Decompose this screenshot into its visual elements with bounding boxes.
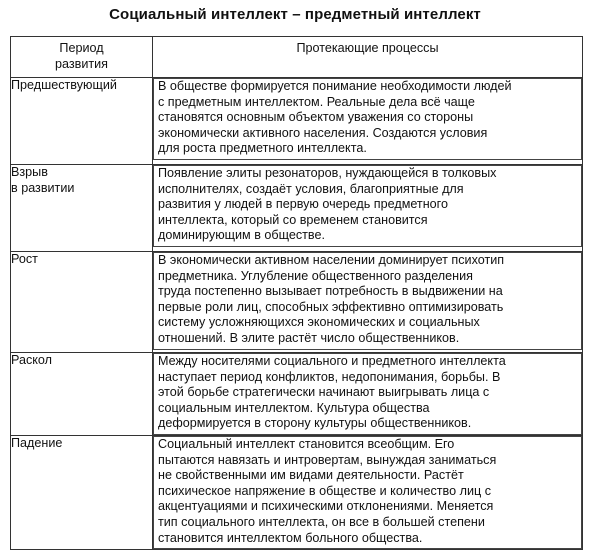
process-text: В обществе формируется понимание необходимости людей с предметным интеллектом. Реальные дела всё чаще становятся основным объектом уважения со стороны экономически активного населения. Создаются условия для роста предметного интеллекта. xyxy=(153,78,582,160)
process-cell xyxy=(153,436,583,550)
process-cell xyxy=(153,165,583,252)
process-cell xyxy=(153,353,583,436)
comparison-table xyxy=(10,36,583,550)
period-cell: Взрыв в развитии xyxy=(11,165,153,252)
period-cell: Предшествующий xyxy=(11,78,153,165)
table-row xyxy=(11,252,583,353)
period-cell: Падение xyxy=(11,436,153,550)
header-period: Период развития xyxy=(11,37,153,78)
header-processes: Протекающие процессы xyxy=(153,37,583,78)
table-row xyxy=(11,353,583,436)
process-cell xyxy=(153,78,583,165)
table-row xyxy=(11,78,583,165)
table-row xyxy=(11,165,583,252)
period-cell: Рост xyxy=(11,252,153,353)
period-cell: Раскол xyxy=(11,353,153,436)
process-text: Социальный интеллект становится всеобщим. Его пытаются навязать и интровертам, вынуждая заниматься не свойственными им видами деятельности. Растёт психическое напряжение в обществе и количество лиц с акцентуациями и психическими отклонениями. Меняется тип социального интеллекта, он все в большей степени становится интеллектом больного общества. xyxy=(153,436,582,549)
process-text: Между носителями социального и предметного интеллекта наступает период конфликтов, недопонимания, борьбы. В этой борьбе стратегически начинают выигрывать лица с социальным интеллектом. Культура общества деформируется в сторону культуры общественников. xyxy=(153,353,582,435)
process-cell xyxy=(153,252,583,353)
table-row xyxy=(11,436,583,550)
process-text: В экономически активном населении доминирует психотип предметника. Углубление общественного разделения труда постепенно вызывает потребность в выдвижении на первые роли лиц, способных эффективно оптимизировать систему усложняющихся экономических и социальных отношений. В элите растёт число общественников. xyxy=(153,252,582,350)
process-text: Появление элиты резонаторов, нуждающейся в толковых исполнителях, создаёт условия, благоприятные для развития у людей в первую очередь предметного интеллекта, который со временем становится доминирующим в обществе. xyxy=(153,165,582,247)
table-header-row xyxy=(11,37,583,78)
document-title: Социальный интеллект – предметный интеллект xyxy=(109,6,481,23)
